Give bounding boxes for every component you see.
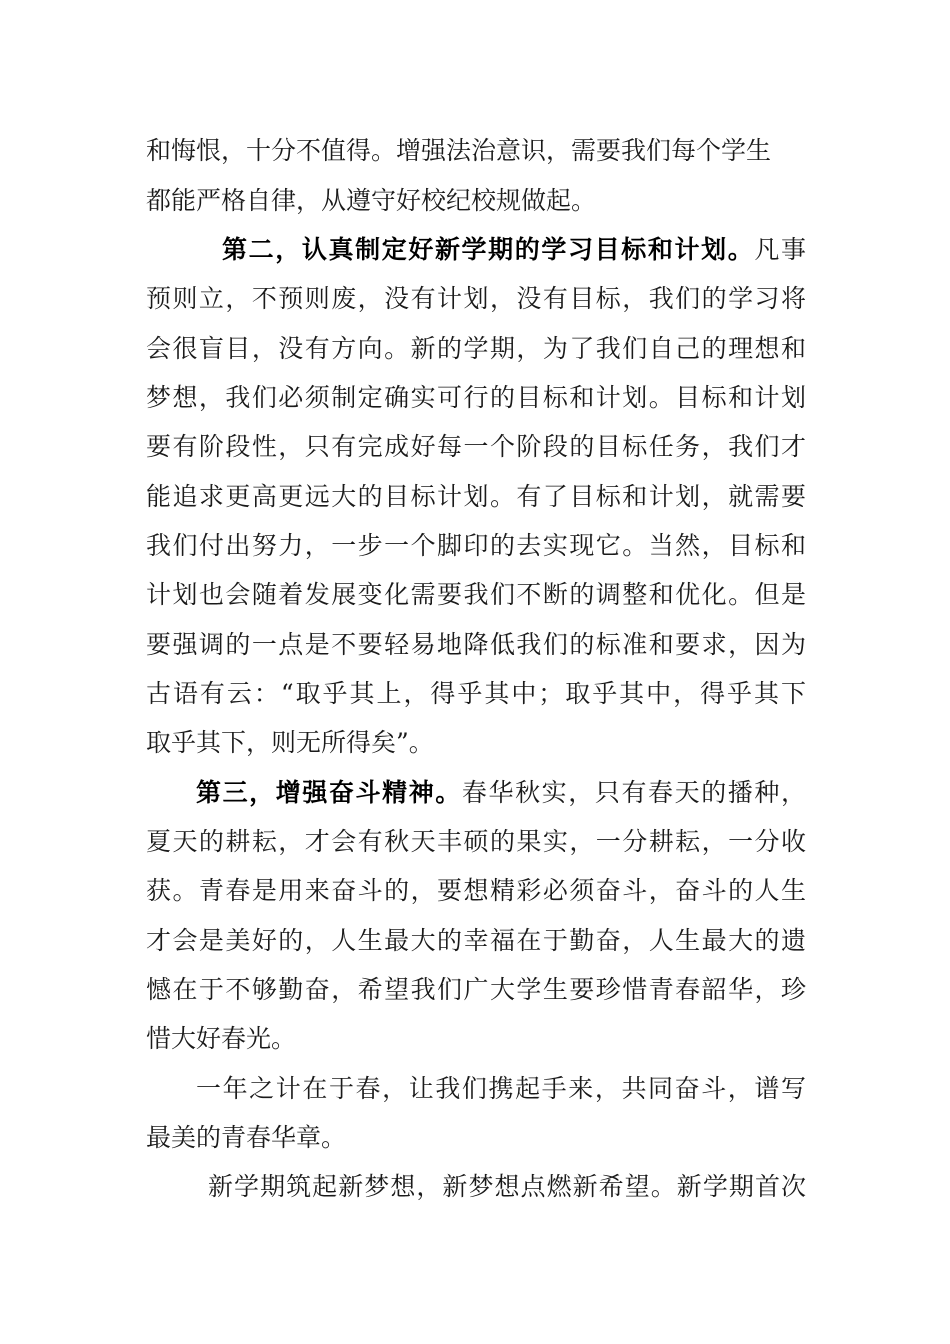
text-line [146, 630, 806, 662]
section-two-heading-line [222, 235, 806, 267]
text-line [146, 432, 806, 464]
text-run: 会很盲目，没有方向。新的学期，为了我们自己的理想和 [146, 334, 806, 363]
text-line [146, 136, 806, 168]
section-three-heading-line [196, 778, 806, 810]
text-run: 才会是美好的，人生最大的幸福在于勤奋，人生最大的遗 [146, 926, 806, 955]
text-run: 我们付出努力，一步一个脚印的去实现它。当然，目标和 [146, 531, 806, 560]
text-run: 凡事 [754, 235, 806, 264]
text-line [146, 334, 806, 366]
paragraph-first-line [208, 1172, 806, 1204]
section-three-heading: 第三，增强奋斗精神。 [196, 778, 462, 807]
text-run: 惜大好春光。 [146, 1024, 297, 1053]
text-line [146, 383, 806, 415]
text-run: 获。青春是用来奋斗的，要想精彩必须奋斗，奋斗的人生 [146, 876, 806, 905]
text-run: 能追求更高更远大的目标计划。有了目标和计划，就需要 [146, 482, 806, 511]
text-run: 夏天的耕耘，才会有秋天丰硕的果实，一分耕耘，一分收 [146, 827, 806, 856]
text-run: 新学期筑起新梦想，新梦想点燃新希望。新学期首次 [208, 1172, 806, 1201]
text-line [146, 728, 806, 760]
paragraph-first-line [196, 1074, 806, 1106]
section-two-heading: 第二，认真制定好新学期的学习目标和计划。 [222, 235, 755, 264]
text-line [146, 1123, 806, 1155]
text-run: 憾在于不够勤奋，希望我们广大学生要珍惜青春韶华，珍 [146, 975, 806, 1004]
text-run: 要有阶段性，只有完成好每一个阶段的目标任务，我们才 [146, 432, 806, 461]
text-line [146, 975, 806, 1007]
text-line [146, 926, 806, 958]
text-line [146, 482, 806, 514]
text-line [146, 876, 806, 908]
text-run: 计划也会随着发展变化需要我们不断的调整和优化。但是 [146, 580, 806, 609]
text-run: 一年之计在于春，让我们携起手来，共同奋斗，谱写 [196, 1074, 806, 1103]
text-run: 要强调的一点是不要轻易地降低我们的标准和要求，因为 [146, 630, 806, 659]
text-line [146, 1024, 806, 1056]
text-run: 春华秋实，只有春天的播种， [461, 778, 806, 807]
text-run: 都能严格自律，从遵守好校纪校规做起。 [146, 186, 597, 215]
text-line [146, 186, 806, 218]
text-line [146, 531, 806, 563]
text-line [146, 679, 806, 711]
text-run: 和悔恨，十分不值得。增强法治意识，需要我们每个学生 [146, 136, 772, 165]
text-run: 梦想，我们必须制定确实可行的目标和计划。目标和计划 [146, 383, 806, 412]
text-line [146, 827, 806, 859]
text-run: 最美的青春华章。 [146, 1123, 347, 1152]
text-line [146, 284, 806, 316]
text-run: 古语有云：“取乎其上，得乎其中；取乎其中，得乎其下 [146, 679, 806, 708]
text-run: 取乎其下，则无所得矣”。 [146, 728, 434, 757]
text-run: 预则立，不预则废，没有计划，没有目标，我们的学习将 [146, 284, 806, 313]
text-line [146, 580, 806, 612]
